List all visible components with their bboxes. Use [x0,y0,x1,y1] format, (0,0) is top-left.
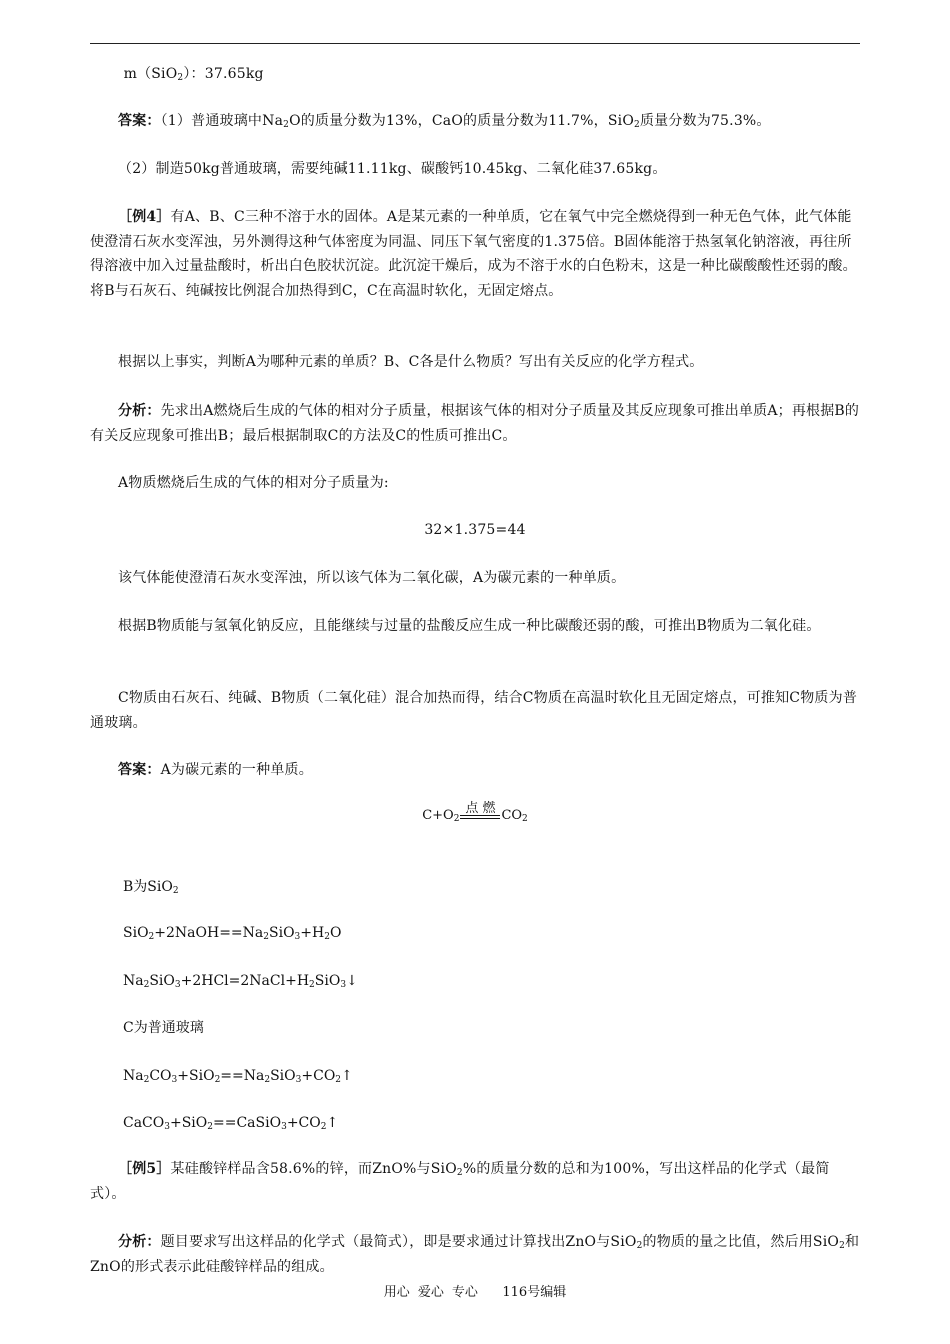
question-4: 根据以上事实，判断A为哪种元素的单质？B、C各是什么物质？写出有关反应的化学方程式。 [118,354,704,370]
page-footer: 用心 爱心 专心 116号编辑 [383,1285,567,1300]
b-identity: B为SiO$_2$ [123,879,179,896]
answer-1: 答案：（1）普通玻璃中$Na_2O$的质量分数为13%，CaO的质量分数为11.7%，SiO$_2$质量分数为75.3%。 [118,113,771,130]
calc-line: 32×1.375=44 [424,522,526,538]
mass-sio2-line: m（SiO$_2$）：37.65kg [123,66,264,83]
equation-2: $Na_2SiO_3+2HCl=2NaCl+H_2SiO_3↓$ [123,973,358,990]
reaction-arrow: 点 燃 [460,809,500,823]
analysis-5: 分析：题目要求写出这样品的化学式（最简式），即是要求通过计算找出ZnO与SiO$_2$的物质的量之比值，然后用SiO$_2$和ZnO的形式表示此硅酸锌样品的组成。 [90,1234,860,1275]
c-identity: C为普通玻璃 [123,1020,204,1036]
mass-intro: A物质燃烧后生成的气体的相对分子质量为: [118,475,389,491]
example-5: ［例5］某硅酸锌样品含58.6%的锌，而ZnO%与SiO$_2$%的质量分数的总和为100%，写出这样品的化学式（最简式）。 [90,1161,830,1202]
example-4: ［例4］有A、B、C三种不溶于水的固体。A是某元素的一种单质，它在氧气中完全燃烧得到一种无色气体，此气体能使澄清石灰水变浑浊，另外测得这种气体密度为同温、同压下氧气密度的1.375倍。B固体能溶于热氢氧化钠溶液，再往所得溶液中加入过量盐酸时，析出白色胶状沉淀。此沉淀干燥后，成为不溶于水的白色粉末，这是一种比碳酸酸性还弱的酸。将B与石灰石、纯碱按比例混合加热得到C，C在高温时软化，无固定熔点。 [90,209,857,299]
combustion-equation: $C+O_2$ 点 燃 $CO_2$ [422,800,528,824]
answer-4: 答案：A为碳元素的一种单质。 [118,762,313,778]
equation-3: $Na_2CO_3+SiO_2==Na_2SiO_3+CO_2↑$ [123,1068,353,1085]
answer-2: （2）制造50kg普通玻璃，需要纯碱11.11kg、碳酸钙10.45kg、二氧化硅37.65kg。 [118,161,667,177]
analysis-4: 分析：先求出A燃烧后生成的气体的相对分子质量，根据该气体的相对分子质量及其反应现象可推出单质A；再根据B的有关反应现象可推出B；最后根据制取C的方法及C的性质可推出C。 [90,403,860,444]
co2-conclusion: 该气体能使澄清石灰水变浑浊，所以该气体为二氧化碳，A为碳元素的一种单质。 [118,570,626,586]
equation-1: $SiO_2+2NaOH==Na_2SiO_3+H_2O$ [123,925,342,942]
header-rule [90,43,860,44]
c-deduction: C物质由石灰石、纯碱、B物质（二氧化硅）混合加热而得，结合C物质在高温时软化且无固定熔点，可推知C物质为普通玻璃。 [90,690,858,731]
equation-4: $CaCO_3+SiO_2==CaSiO_3+CO_2↑$ [123,1115,339,1132]
b-deduction: 根据B物质能与氢氧化钠反应，且能继续与过量的盐酸反应生成一种比碳酸还弱的酸，可推出B物质为二氧化硅。 [118,618,821,634]
